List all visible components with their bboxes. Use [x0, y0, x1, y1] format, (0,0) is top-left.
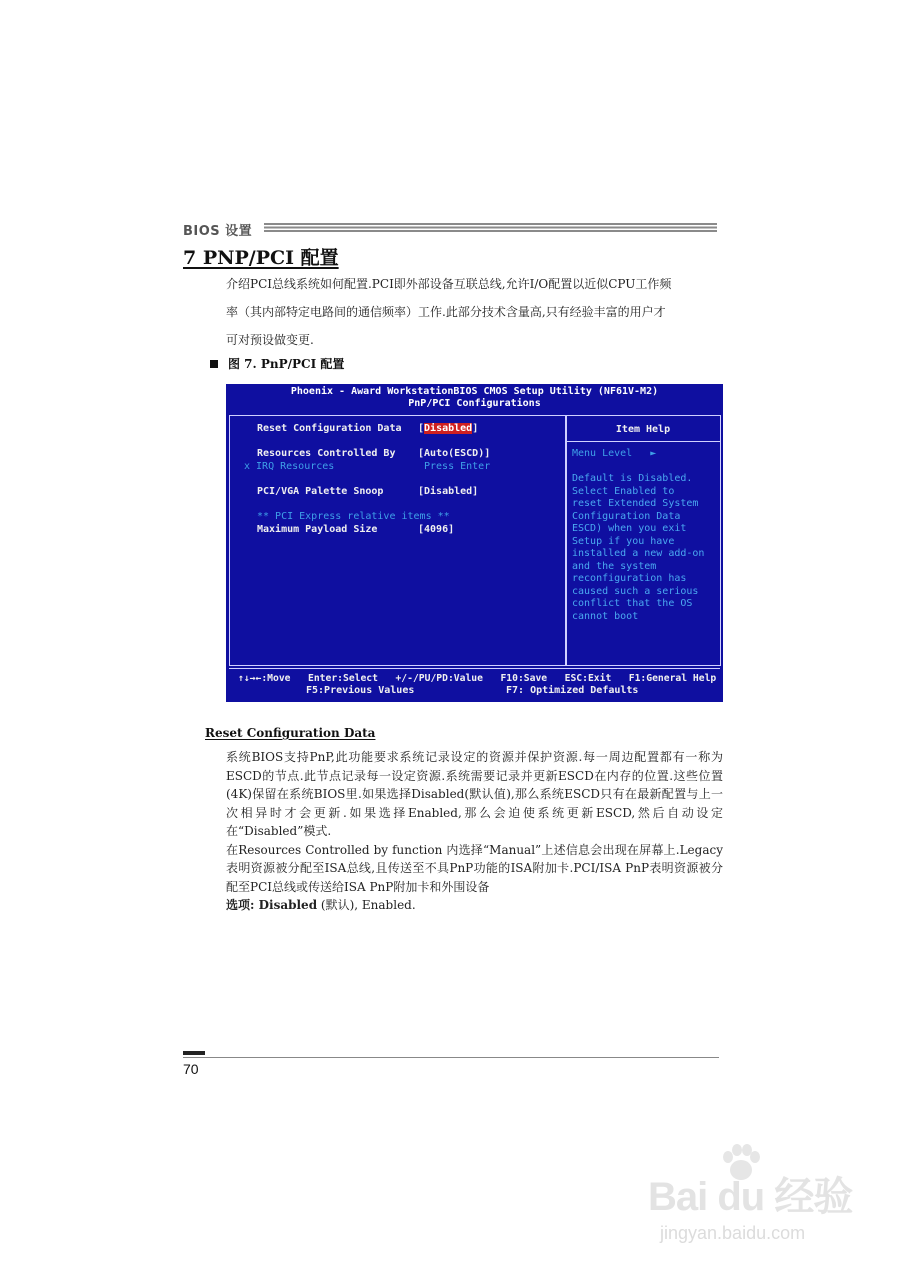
help-line: conflict that the OS [572, 598, 693, 609]
help-line: Select Enabled to [572, 486, 675, 497]
page-number: 70 [183, 1061, 199, 1077]
reset-config-value-text[interactable]: Disabled [424, 423, 473, 434]
help-line: cannot boot [572, 611, 639, 622]
description-para-2: 在Resources Controlled by function 内选择“Manual”上述信息会出现在屏幕上.Legacy表明资源被分配至ISA总线,且传送至不具PnP功能的ISA附加卡.PCI/ISA PnP表明资源被分配至PCI总线或传送给ISA PnP附加卡和外围设备 [226, 842, 723, 894]
footer-rule [183, 1057, 719, 1058]
menu-level: Menu Level ► [572, 448, 657, 459]
resources-controlled-label[interactable]: Resources Controlled By [257, 448, 396, 459]
resources-controlled-value[interactable]: [Auto(ESCD)] [418, 448, 491, 459]
reset-config-label[interactable]: Reset Configuration Data [257, 423, 402, 434]
help-line: caused such a serious [572, 586, 699, 597]
header-label: BIOS 设置 [183, 224, 253, 239]
intro-line: 介绍PCI总线系统如何配置.PCI即外部设备互联总线,允许I/O配置以近似CPU工作频 [226, 277, 672, 291]
header-rule [264, 223, 717, 232]
description-para-1: 系统BIOS支持PnP,此功能要求系统记录设定的资源并保护资源.每一周边配置都有一称为ESCD的节点.此节点记录每一设定资源.系统需要记录并更新ESCD在内存的位置.这些位置(4K)保留在系统BIOS里.如果选择Disabled(默认值),那么系统ESCD只有在最新配置与上一次相异时才会更新.如果选择Enabled,那么会迫使系统更新ESCD,然后自动设定在“Disabled”模式. [226, 750, 723, 838]
help-line: ESCD) when you exit [572, 523, 687, 534]
help-line: reconfiguration has [572, 573, 687, 584]
bios-footer-f5: F5:Previous Values [306, 685, 415, 696]
irq-resources-value: Press Enter [424, 461, 491, 472]
intro-line: 可对预设做变更. [226, 333, 314, 347]
pcie-section-header: ** PCI Express relative items ** [257, 511, 450, 522]
vga-snoop-label[interactable]: PCI/VGA Palette Snoop [257, 486, 384, 497]
description-body [226, 748, 723, 915]
help-line: reset Extended System [572, 498, 699, 509]
bios-footer-keys: ↑↓→←:Move Enter:Select +/-/PU/PD:Value F10:Save ESC:Exit F1:General Help [238, 673, 717, 684]
watermark-brand: Bai du 经验 [648, 1175, 853, 1219]
help-divider [566, 441, 720, 442]
intro-paragraph [226, 270, 721, 354]
irq-resources-label: x IRQ Resources [244, 461, 335, 472]
help-line: Configuration Data [572, 511, 681, 522]
item-help-title: Item Help [615, 424, 671, 435]
options-line [226, 896, 723, 915]
bios-subtitle: PnP/PCI Configurations [408, 398, 541, 409]
options-label: 选项: Disabled [226, 898, 318, 912]
vga-snoop-value[interactable]: [Disabled] [418, 486, 479, 497]
help-line: Default is Disabled. [572, 473, 693, 484]
reset-config-value[interactable]: [Disabled] [418, 423, 479, 434]
bios-title: Phoenix - Award WorkstationBIOS CMOS Setup Utility (NF61V-M2) [290, 386, 659, 397]
help-line: installed a new add-on [572, 548, 705, 559]
max-payload-value[interactable]: [4096] [418, 524, 455, 535]
max-payload-label[interactable]: Maximum Payload Size [257, 524, 378, 535]
figure-caption: 图 7. PnP/PCI 配置 [228, 357, 345, 371]
footer-bar [183, 1051, 205, 1055]
bullet-square-icon [210, 360, 218, 368]
intro-line: 率（其内部特定电路间的通信频率）工作.此部分技术含量高,只有经验丰富的用户才 [226, 305, 666, 319]
section-title: 7 PNP/PCI 配置 [183, 247, 339, 269]
subsection-heading: Reset Configuration Data [205, 726, 376, 740]
bios-footer-f7: F7: Optimized Defaults [506, 685, 639, 696]
options-rest: (默认), Enabled. [317, 898, 416, 912]
help-line: and the system [572, 561, 657, 572]
bios-footer-rule [229, 668, 720, 669]
bios-screen [226, 384, 723, 702]
help-line: Setup if you have [572, 536, 675, 547]
watermark-url: jingyan.baidu.com [660, 1223, 806, 1243]
